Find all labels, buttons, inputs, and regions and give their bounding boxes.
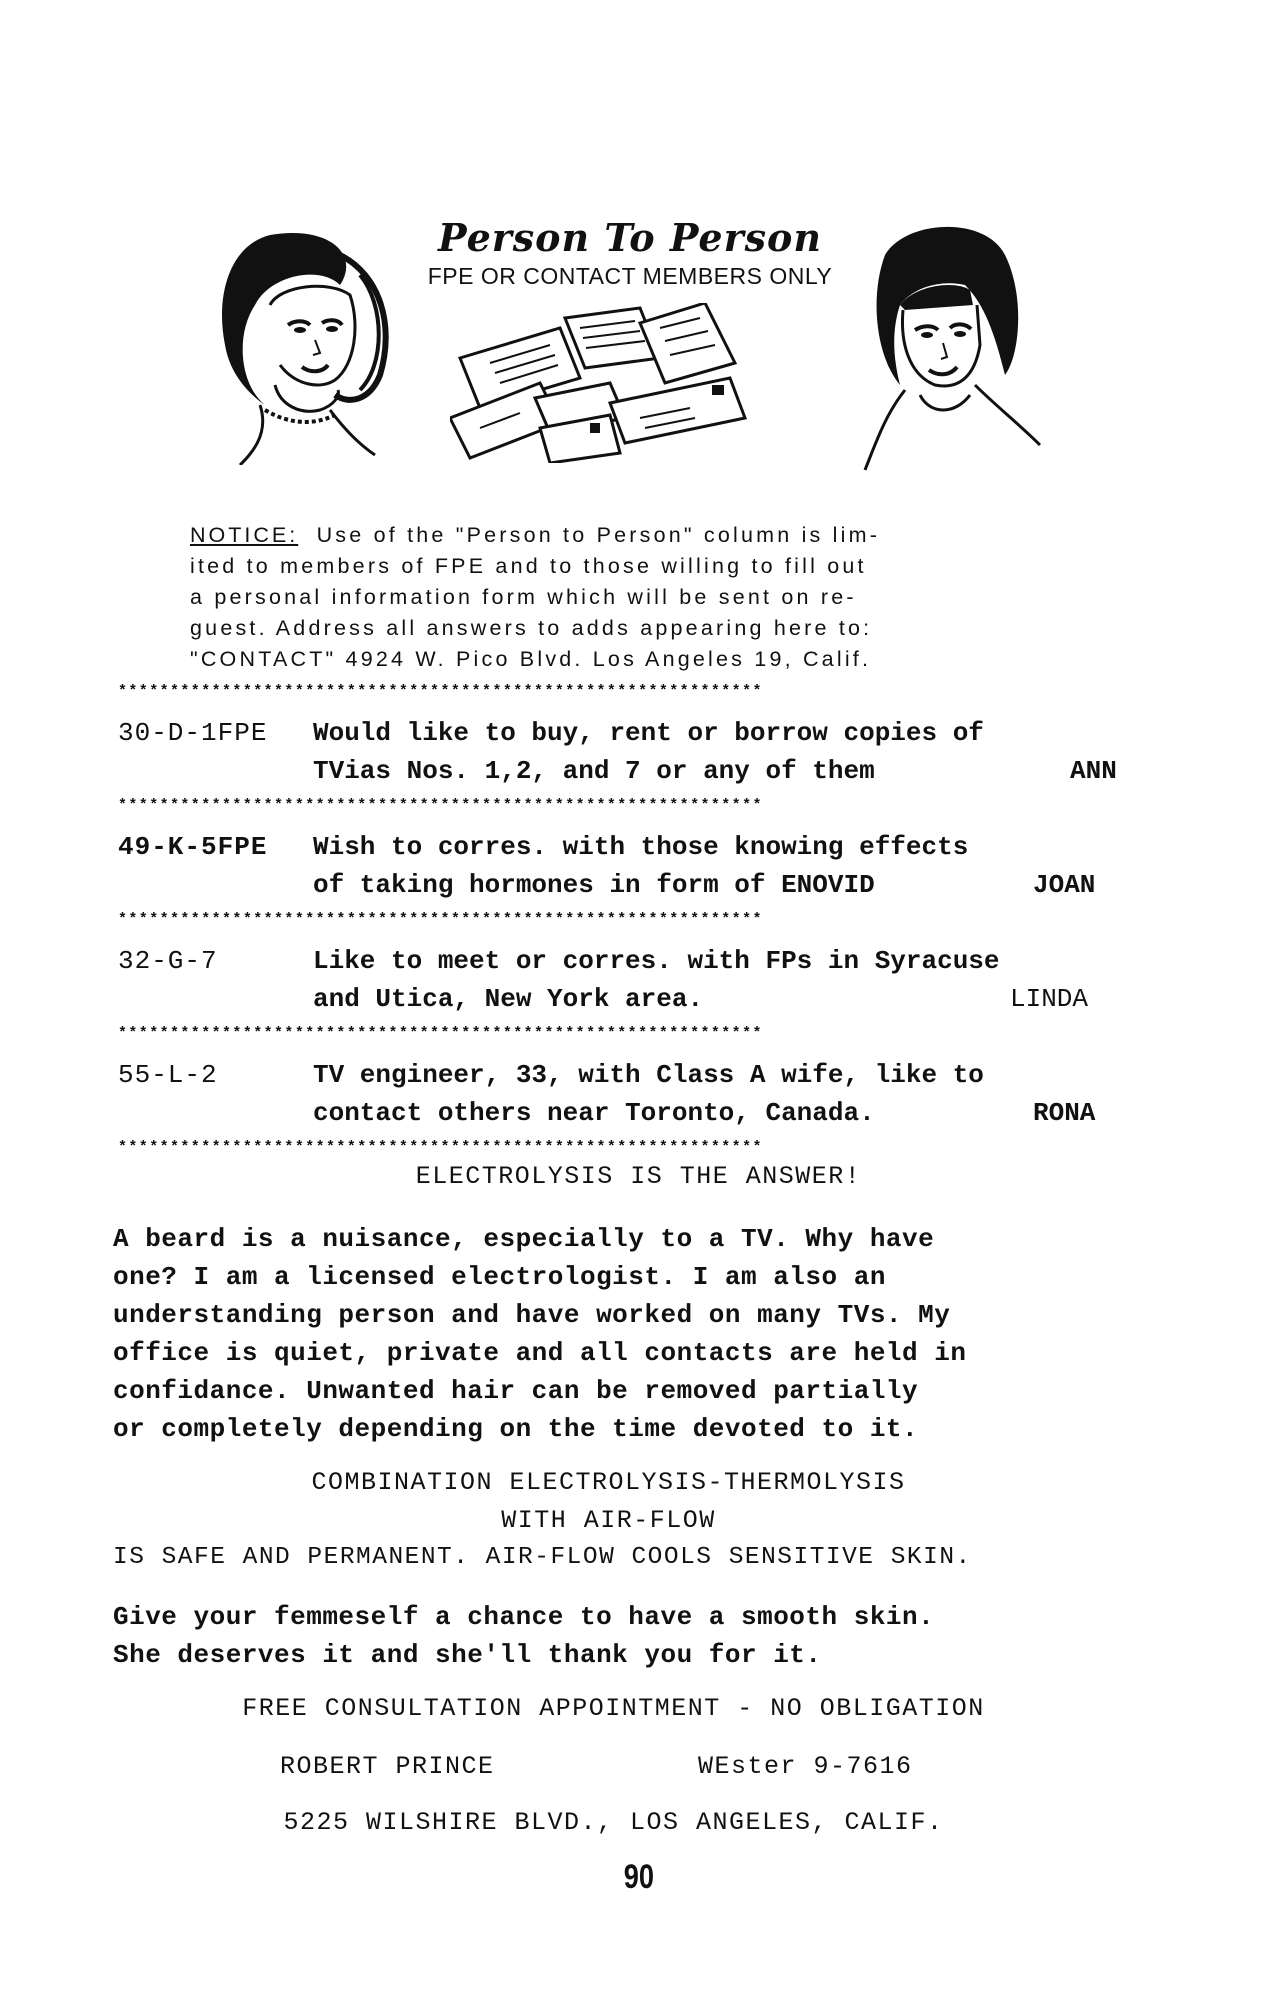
- advertiser-name: ROBERT PRINCE: [280, 1752, 495, 1781]
- ad-code: 55-L-2: [118, 1060, 218, 1090]
- ad-line: Would like to buy, rent or borrow copies of: [313, 718, 984, 748]
- airflow-line: WITH AIR-FLOW: [501, 1506, 716, 1535]
- notice-line-3: a personal information form which will be sent on re-: [190, 585, 857, 609]
- letters-envelopes-illustration: [450, 303, 750, 463]
- ad-line: Wish to corres. with those knowing effects: [313, 832, 969, 862]
- ad-line: TV engineer, 33, with Class A wife, like to: [313, 1060, 984, 1090]
- column-subtitle: FPE OR CONTACT MEMBERS ONLY: [427, 263, 833, 289]
- woman-portrait-left-illustration: [210, 215, 410, 465]
- ad-line: TVias Nos. 1,2, and 7 or any of them: [313, 756, 875, 786]
- ad-line: Like to meet or corres. with FPs in Syracuse: [313, 946, 1000, 976]
- classified-ad: [118, 714, 1158, 794]
- give-paragraph: [113, 1598, 1173, 1674]
- ad-code: 30-D-1FPE: [118, 718, 268, 748]
- notice-text: Use of the "Person to Person" column is lim-: [316, 523, 881, 547]
- notice-lead: NOTICE:: [190, 523, 299, 547]
- electrolysis-paragraph: [113, 1220, 1173, 1448]
- ad-signature: ANN: [1070, 756, 1117, 786]
- ad-line: contact others near Toronto, Canada.: [313, 1098, 875, 1128]
- advertiser-phone: WEster 9-7616: [698, 1752, 913, 1781]
- ad-code: 32-G-7: [118, 946, 218, 976]
- paragraph-line: She deserves it and she'll thank you for it.: [113, 1640, 822, 1670]
- column-header: [200, 215, 1080, 485]
- paragraph-line: confidance. Unwanted hair can be removed partially: [113, 1376, 919, 1406]
- ad-code: 49-K-5FPE: [118, 832, 268, 862]
- paragraph-line: A beard is a nuisance, especially to a TV. Why have: [113, 1224, 935, 1254]
- notice-line-2: ited to members of FPE and to those willing to fill out: [190, 554, 867, 578]
- notice-paragraph: [190, 520, 1090, 675]
- separator: **************************************************************: [118, 684, 763, 700]
- advertiser-address: 5225 WILSHIRE BLVD., LOS ANGELES, CALIF.: [283, 1808, 944, 1837]
- ad-line: and Utica, New York area.: [313, 984, 704, 1014]
- separator: **************************************************************: [118, 1140, 763, 1156]
- paragraph-line: one? I am a licensed electrologist. I am also an: [113, 1262, 886, 1292]
- classified-ad: [118, 828, 1158, 908]
- separator: **************************************************************: [118, 1026, 763, 1042]
- page-number: 90: [623, 1858, 654, 1896]
- paragraph-line: office is quiet, private and all contacts are held in: [113, 1338, 967, 1368]
- separator: **************************************************************: [118, 912, 763, 928]
- classified-ad: [118, 1056, 1158, 1136]
- free-consultation-line: FREE CONSULTATION APPOINTMENT - NO OBLIGATION: [242, 1694, 985, 1723]
- column-title: Person To Person: [438, 215, 822, 260]
- ad-signature: LINDA: [1010, 984, 1089, 1014]
- notice-line-4: guest. Address all answers to adds appearing here to:: [190, 616, 873, 640]
- woman-portrait-right-illustration: [845, 215, 1045, 475]
- safe-permanent-line: IS SAFE AND PERMANENT. AIR-FLOW COOLS SENSITIVE SKIN.: [113, 1544, 972, 1571]
- paragraph-line: understanding person and have worked on many TVs. My: [113, 1300, 951, 1330]
- paragraph-line: Give your femmeself a chance to have a smooth skin.: [113, 1602, 935, 1632]
- classified-ad: [118, 942, 1158, 1022]
- electrolysis-headline: ELECTROLYSIS IS THE ANSWER!: [415, 1162, 862, 1191]
- notice-line-1: [190, 520, 1090, 551]
- page-number-wrap: [0, 1858, 1277, 1897]
- notice-line-5: "CONTACT" 4924 W. Pico Blvd. Los Angeles 19, Calif.: [190, 647, 872, 671]
- ad-signature: RONA: [1033, 1098, 1096, 1128]
- separator: **************************************************************: [118, 798, 763, 814]
- combination-line: COMBINATION ELECTROLYSIS-THERMOLYSIS: [311, 1468, 906, 1497]
- ad-signature: JOAN: [1033, 870, 1096, 900]
- ad-line: of taking hormones in form of ENOVID: [313, 870, 875, 900]
- paragraph-line: or completely depending on the time devoted to it.: [113, 1414, 919, 1444]
